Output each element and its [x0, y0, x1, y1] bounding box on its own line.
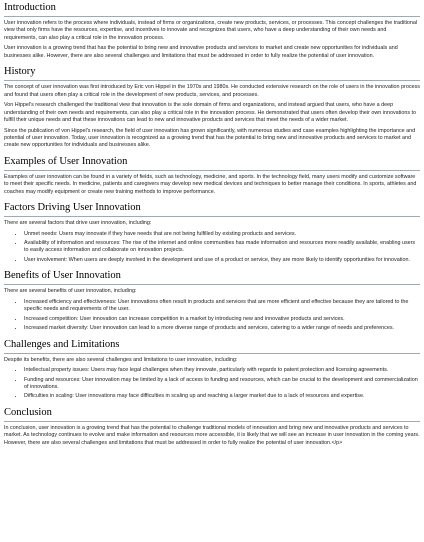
- bullet-list: [4, 231, 420, 265]
- section-benefits: [4, 270, 420, 332]
- paragraph: There are several benefits of user innovation, including:: [4, 288, 137, 295]
- section-challenges: [4, 339, 420, 401]
- list-item: • User involvement: When users are deeply involved in the development and use of a product or service, they are more likely to identify opportunities for innovation.: [24, 257, 420, 264]
- paragraph: There are several factors that drive user innovation, including:: [4, 220, 152, 227]
- section-factors: [4, 202, 420, 264]
- section-examples: [4, 156, 420, 196]
- list-item: • Unmet needs: Users may innovate if they have needs that are not being fulfilled by existing products and services.: [24, 231, 420, 238]
- section-heading: Challenges and Limitations: [4, 339, 420, 354]
- section-history: [4, 66, 420, 150]
- section-introduction: [4, 2, 420, 60]
- paragraph: Von Hippel's research challenged the traditional view that innovation is the sole domain of firms and organizations, and instead argued that users, who have a deep understanding of their own needs and requirements, can also play a critical role in the innovation process. He demonstrated that users often develop their own innovations to fulfill their unique needs and that these innovations can lead to new and innovative products and services that meet the needs of a wider market.: [4, 102, 417, 124]
- bullet-list: [4, 367, 420, 401]
- paragraph: Despite its benefits, there are also several challenges and limitations to user innovation, including:: [4, 356, 238, 363]
- section-conclusion: [4, 407, 420, 447]
- section-heading: Factors Driving User Innovation: [4, 202, 420, 217]
- paragraph: User innovation is a growing trend that has the potential to bring new and innovative products and services to market and create new opportunities for individuals and businesses alike. However, there are also several challenges and limitations that must be addressed in order to fully realize the potential of user innovation.: [4, 45, 398, 59]
- paragraph: Since the publication of von Hippel's research, the field of user innovation has grown significantly, with numerous studies and case examples highlighting the importance and potential of user innovation. Today, user innovation is recognized as a growing trend that has the potential to bring new and innovative products and services to market and create new opportunities for individuals and businesses alike.: [4, 127, 416, 149]
- section-heading: Benefits of User Innovation: [4, 270, 420, 285]
- paragraph: Examples of user innovation can be found in a variety of fields, such as technology, medicine, and sports. In the technology field, many users modify and customize software to meet their specific needs. In medicine, patients and caregivers may develop new medical devices and techniques to better manage their conditions. In sports, athletes and coaches may modify equipment or create new training methods to improve performance.: [4, 173, 417, 195]
- bullet-list: [4, 299, 420, 333]
- list-item: • Increased competition: User innovation can increase competition in a market by introducing new and innovative products and services.: [24, 316, 420, 323]
- list-item: • Increased efficiency and effectiveness: User innovations often result in products and services that are more efficient and effective because they are tailored to the specific needs and requirements of the user.: [24, 299, 420, 314]
- section-heading: Introduction: [4, 2, 420, 17]
- list-item: • Funding and resources: User innovation may be limited by a lack of access to funding and resources, which can be crucial to the development and commercialization of innovations.: [24, 377, 420, 392]
- section-heading: History: [4, 66, 420, 81]
- section-heading: Examples of User Innovation: [4, 156, 420, 171]
- section-heading: Conclusion: [4, 407, 420, 422]
- list-item: • Increased market diversity: User innovation can lead to a more diverse range of products and services, catering to a wider range of needs and preferences.: [24, 325, 420, 332]
- paragraph: In conclusion, user innovation is a growing trend that has the potential to challenge traditional models of innovation and bring new and innovative products and services to market. As technology continues to evolve and make information and resources more accessible, it is likely that we will see an increase in user innovation in the coming years. However, there are also several challenges and limitations that must be addressed in order to fully realize the potential of user innovation.</p>: [4, 424, 420, 446]
- paragraph: The concept of user innovation was first introduced by Eric von Hippel in the 1970s and 1980s. He conducted extensive research on the role of users in the innovation process and found that users often play a critical role in the development of new products, services, and processes.: [4, 84, 420, 98]
- paragraph: User innovation refers to the process where individuals, instead of firms or organizations, create new products, services, or processes. This concept challenges the traditional view that only firms have the resources, expertise, and incentives to innovate and recognizes that users, who have a deep understanding of their own needs and requirements, can also play a critical role in the innovation process.: [4, 20, 418, 41]
- list-item: • Difficulties in scaling: User innovations may face difficulties in scaling up and reaching a larger market due to a lack of resources and expertise.: [24, 393, 420, 400]
- list-item: • Intellectual property issues: Users may face legal challenges when they innovate, particularly with regards to patent protection and licensing agreements.: [24, 367, 420, 374]
- list-item: • Availability of information and resources: The rise of the internet and online communities has made information and resources more readily available, enabling users to easily access information and collaborate on innovation projects.: [24, 240, 420, 255]
